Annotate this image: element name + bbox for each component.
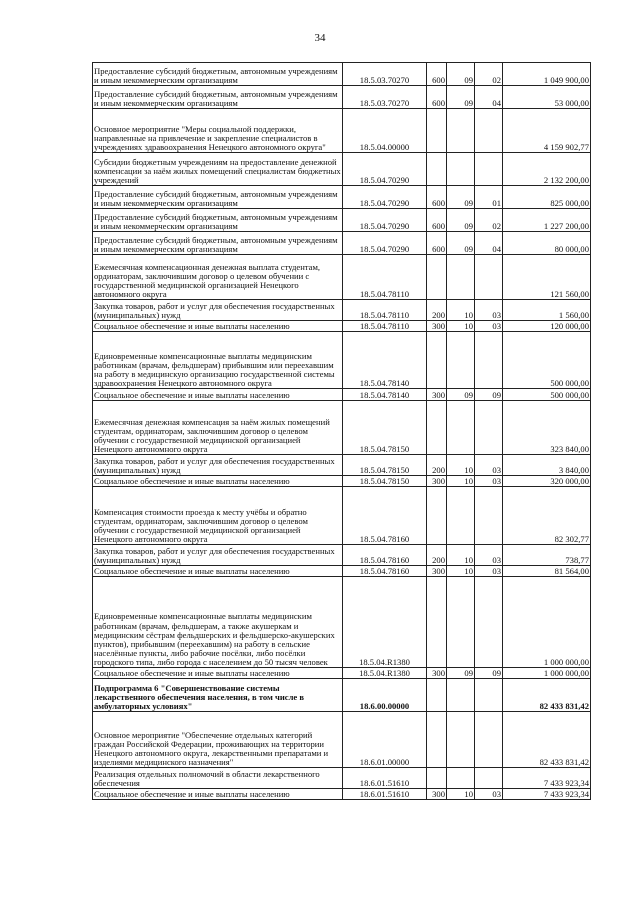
target-code-cell: 18.5.04.70290 (343, 153, 427, 186)
section-cell: 09 (447, 232, 475, 255)
amount-cell: 1 000 000,00 (503, 577, 591, 668)
row-name-cell: Основное мероприятие "Обеспечение отдельных категорий граждан Российской Федерации, проживающих на территории Ненецкого автономного округа, лекарственными препаратами и изделиями медицинского назначения" (93, 712, 343, 768)
section-cell: 09 (447, 63, 475, 86)
subsection-cell (475, 332, 503, 389)
table-row (93, 712, 591, 768)
expense-type-cell: 300 (427, 566, 447, 577)
amount-cell: 825 000,00 (503, 186, 591, 209)
subsection-cell: 04 (475, 232, 503, 255)
section-cell (447, 255, 475, 300)
target-code-cell: 18.5.04.78110 (343, 255, 427, 300)
amount-cell: 1 560,00 (503, 300, 591, 321)
subsection-cell (475, 679, 503, 712)
amount-cell: 1 000 000,00 (503, 668, 591, 679)
subsection-cell (475, 768, 503, 789)
subsection-cell: 03 (475, 321, 503, 332)
subsection-cell: 03 (475, 545, 503, 566)
section-cell: 10 (447, 455, 475, 476)
amount-cell: 500 000,00 (503, 389, 591, 401)
table-row (93, 668, 591, 679)
amount-cell: 80 000,00 (503, 232, 591, 255)
expense-type-cell (427, 768, 447, 789)
target-code-cell: 18.5.04.70290 (343, 186, 427, 209)
subsection-cell (475, 712, 503, 768)
target-code-cell: 18.5.04.78110 (343, 300, 427, 321)
target-code-cell: 18.6.01.51610 (343, 789, 427, 800)
table-row (93, 153, 591, 186)
table-row (93, 232, 591, 255)
expense-type-cell (427, 109, 447, 153)
expense-type-cell: 600 (427, 186, 447, 209)
section-cell (447, 712, 475, 768)
target-code-cell: 18.5.03.70270 (343, 63, 427, 86)
expense-type-cell (427, 487, 447, 545)
subsection-cell: 03 (475, 566, 503, 577)
section-cell (447, 109, 475, 153)
row-name-cell: Закупка товаров, работ и услуг для обеспечения государственных (муниципальных) нужд (93, 300, 343, 321)
target-code-cell: 18.5.04.78150 (343, 476, 427, 487)
amount-cell: 82 433 831,42 (503, 679, 591, 712)
section-cell (447, 577, 475, 668)
section-cell (447, 679, 475, 712)
amount-cell: 82 302,77 (503, 487, 591, 545)
subsection-cell (475, 401, 503, 455)
row-name-cell: Реализация отдельных полномочий в области лекарственного обеспечения (93, 768, 343, 789)
row-name-cell: Социальное обеспечение и иные выплаты населению (93, 321, 343, 332)
page-number: 34 (314, 32, 326, 44)
table-row (93, 577, 591, 668)
section-cell: 09 (447, 86, 475, 109)
row-name-cell: Единовременные компенсационные выплаты медицинским работникам (врачам, фельдшерам, а также акушеркам и медицинским сёстрам фельдшерских и фельдшерско-акушерских пунктов), прибывшим (переехавшим) на работу в сельские населённые пункты, либо рабочие посёлки, либо посёлки городского типа, либо города с населением до 50 тысяч человек (93, 577, 343, 668)
section-cell: 10 (447, 300, 475, 321)
subsection-cell (475, 255, 503, 300)
amount-cell: 7 433 923,34 (503, 768, 591, 789)
section-cell: 10 (447, 476, 475, 487)
target-code-cell: 18.5.04.78150 (343, 455, 427, 476)
table-row (93, 209, 591, 232)
table-row (93, 86, 591, 109)
expense-type-cell: 200 (427, 300, 447, 321)
target-code-cell: 18.5.04.R1380 (343, 577, 427, 668)
target-code-cell: 18.5.04.78160 (343, 566, 427, 577)
row-name-cell: Предоставление субсидий бюджетным, автономным учреждениям и иным некоммерческим организациям (93, 86, 343, 109)
subsection-cell: 03 (475, 455, 503, 476)
subsection-cell (475, 577, 503, 668)
subsection-cell: 04 (475, 86, 503, 109)
target-code-cell: 18.5.04.78110 (343, 321, 427, 332)
row-name-cell: Основное мероприятие "Меры социальной поддержки, направленные на привлечение и закрепление специалистов в учреждениях здравоохранения Ненецкого автономного округа" (93, 109, 343, 153)
row-name-cell: Компенсация стоимости проезда к месту учёбы и обратно студентам, ординаторам, заключившим договор о целевом обучении с государственной медицинской организацией Ненецкого автономного округа (93, 487, 343, 545)
amount-cell: 500 000,00 (503, 332, 591, 389)
amount-cell: 3 840,00 (503, 455, 591, 476)
subsection-cell: 01 (475, 186, 503, 209)
expense-type-cell: 600 (427, 232, 447, 255)
table-row (93, 679, 591, 712)
row-name-cell: Подпрограмма 6 "Совершенствование системы лекарственного обеспечения населения, в том числе в амбулаторных условиях" (93, 679, 343, 712)
amount-cell: 4 159 902,77 (503, 109, 591, 153)
target-code-cell: 18.5.04.78140 (343, 332, 427, 389)
subsection-cell: 03 (475, 789, 503, 800)
target-code-cell: 18.5.04.70290 (343, 209, 427, 232)
expense-type-cell: 200 (427, 455, 447, 476)
row-name-cell: Предоставление субсидий бюджетным, автономным учреждениям и иным некоммерческим организациям (93, 63, 343, 86)
row-name-cell: Закупка товаров, работ и услуг для обеспечения государственных (муниципальных) нужд (93, 545, 343, 566)
section-cell: 09 (447, 209, 475, 232)
expense-type-cell (427, 401, 447, 455)
section-cell: 10 (447, 321, 475, 332)
row-name-cell: Субсидии бюджетным учреждениям на предоставление денежной компенсации за наём жилых помещений специалистам бюджетных учреждений (93, 153, 343, 186)
table-row (93, 545, 591, 566)
target-code-cell: 18.5.04.00000 (343, 109, 427, 153)
table-row (93, 186, 591, 209)
amount-cell: 2 132 200,00 (503, 153, 591, 186)
expense-type-cell (427, 153, 447, 186)
subsection-cell: 02 (475, 63, 503, 86)
table-row (93, 487, 591, 545)
expense-type-cell: 600 (427, 86, 447, 109)
table-row (93, 321, 591, 332)
target-code-cell: 18.6.01.00000 (343, 712, 427, 768)
row-name-cell: Социальное обеспечение и иные выплаты населению (93, 789, 343, 800)
expense-type-cell: 300 (427, 668, 447, 679)
section-cell: 09 (447, 668, 475, 679)
row-name-cell: Социальное обеспечение и иные выплаты населению (93, 566, 343, 577)
amount-cell: 121 560,00 (503, 255, 591, 300)
subsection-cell: 09 (475, 389, 503, 401)
table-row (93, 332, 591, 389)
amount-cell: 7 433 923,34 (503, 789, 591, 800)
section-cell (447, 768, 475, 789)
amount-cell: 1 049 900,00 (503, 63, 591, 86)
amount-cell: 120 000,00 (503, 321, 591, 332)
row-name-cell: Социальное обеспечение и иные выплаты населению (93, 476, 343, 487)
expense-type-cell (427, 577, 447, 668)
target-code-cell: 18.5.04.78150 (343, 401, 427, 455)
expense-type-cell: 600 (427, 63, 447, 86)
expense-type-cell: 200 (427, 545, 447, 566)
table-row (93, 789, 591, 800)
section-cell (447, 487, 475, 545)
table-row (93, 389, 591, 401)
table-row (93, 455, 591, 476)
target-code-cell: 18.5.04.R1380 (343, 668, 427, 679)
table-row (93, 300, 591, 321)
target-code-cell: 18.5.04.78140 (343, 389, 427, 401)
amount-cell: 82 433 831,42 (503, 712, 591, 768)
amount-cell: 1 227 200,00 (503, 209, 591, 232)
table-row (93, 255, 591, 300)
expense-type-cell (427, 255, 447, 300)
subsection-cell (475, 153, 503, 186)
section-cell: 09 (447, 186, 475, 209)
row-name-cell: Закупка товаров, работ и услуг для обеспечения государственных (муниципальных) нужд (93, 455, 343, 476)
table-row (93, 566, 591, 577)
section-cell (447, 401, 475, 455)
row-name-cell: Единовременные компенсационные выплаты медицинским работникам (врачам, фельдшерам) прибывшим или переехавшим на работу в медицинскую организацию государственной системы здравоохранения Ненецкого автономного округа (93, 332, 343, 389)
expense-type-cell: 300 (427, 321, 447, 332)
subsection-cell: 09 (475, 668, 503, 679)
table-row (93, 63, 591, 86)
table-row (93, 401, 591, 455)
row-name-cell: Ежемесячная денежная компенсация за наём жилых помещений студентам, ординаторам, заключившим договор о целевом обучении с государственной медицинской организацией Ненецкого автономного округа (93, 401, 343, 455)
amount-cell: 53 000,00 (503, 86, 591, 109)
expense-type-cell (427, 332, 447, 389)
amount-cell: 323 840,00 (503, 401, 591, 455)
row-name-cell: Предоставление субсидий бюджетным, автономным учреждениям и иным некоммерческим организациям (93, 232, 343, 255)
target-code-cell: 18.5.04.78160 (343, 545, 427, 566)
row-name-cell: Социальное обеспечение и иные выплаты населению (93, 389, 343, 401)
section-cell: 09 (447, 389, 475, 401)
amount-cell: 738,77 (503, 545, 591, 566)
budget-table (92, 62, 591, 800)
subsection-cell: 03 (475, 476, 503, 487)
row-name-cell: Предоставление субсидий бюджетным, автономным учреждениям и иным некоммерческим организациям (93, 186, 343, 209)
target-code-cell: 18.6.00.00000 (343, 679, 427, 712)
expense-type-cell (427, 712, 447, 768)
subsection-cell: 03 (475, 300, 503, 321)
subsection-cell: 02 (475, 209, 503, 232)
table-row (93, 109, 591, 153)
section-cell (447, 332, 475, 389)
expense-type-cell: 600 (427, 209, 447, 232)
target-code-cell: 18.5.04.78160 (343, 487, 427, 545)
expense-type-cell (427, 679, 447, 712)
subsection-cell (475, 487, 503, 545)
expense-type-cell: 300 (427, 476, 447, 487)
row-name-cell: Предоставление субсидий бюджетным, автономным учреждениям и иным некоммерческим организациям (93, 209, 343, 232)
section-cell: 10 (447, 545, 475, 566)
table-row (93, 768, 591, 789)
section-cell: 10 (447, 566, 475, 577)
row-name-cell: Ежемесячная компенсационная денежная выплата студентам, ординаторам, заключившим договор о целевом обучении с государственной медицинской организацией Ненецкого автономного округа (93, 255, 343, 300)
section-cell: 10 (447, 789, 475, 800)
target-code-cell: 18.6.01.51610 (343, 768, 427, 789)
expense-type-cell: 300 (427, 389, 447, 401)
amount-cell: 320 000,00 (503, 476, 591, 487)
target-code-cell: 18.5.04.70290 (343, 232, 427, 255)
subsection-cell (475, 109, 503, 153)
section-cell (447, 153, 475, 186)
row-name-cell: Социальное обеспечение и иные выплаты населению (93, 668, 343, 679)
table-row (93, 476, 591, 487)
expense-type-cell: 300 (427, 789, 447, 800)
budget-table-body (93, 63, 591, 800)
amount-cell: 81 564,00 (503, 566, 591, 577)
target-code-cell: 18.5.03.70270 (343, 86, 427, 109)
